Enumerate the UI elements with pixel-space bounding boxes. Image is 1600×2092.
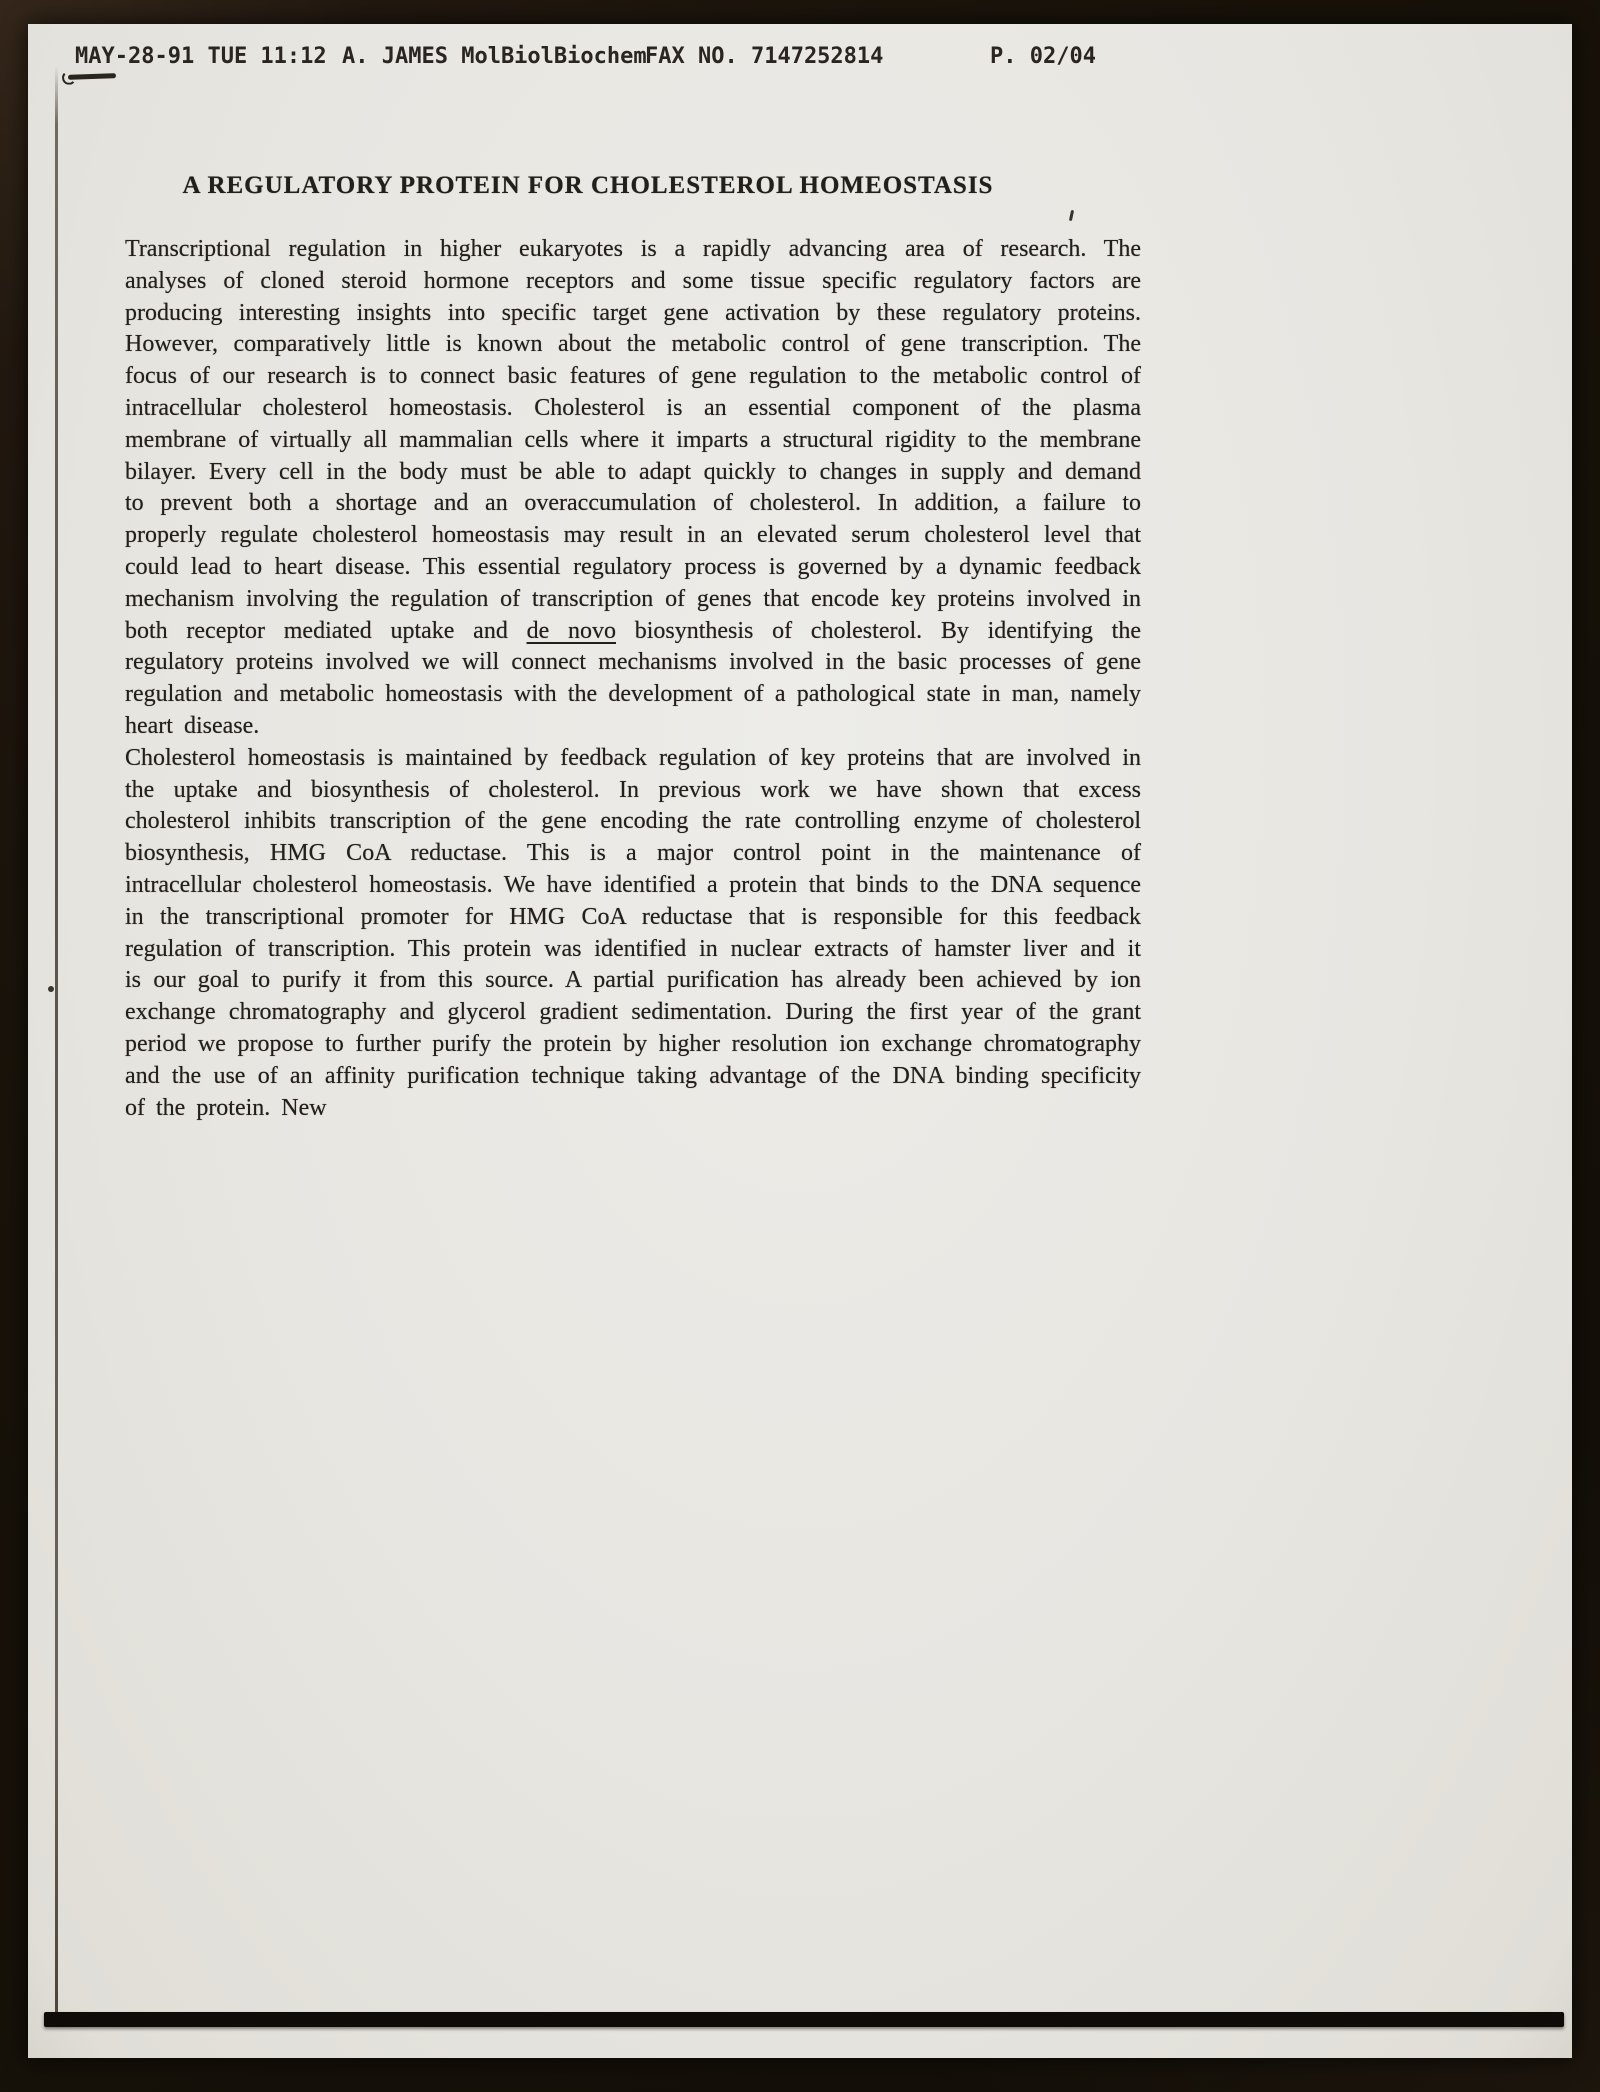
document-title: A REGULATORY PROTEIN FOR CHOLESTEROL HOMEOSTASIS <box>182 172 994 199</box>
fax-header <box>28 44 1572 74</box>
scan-artifact-bottom-bar <box>44 2012 1564 2027</box>
paragraph-1 <box>125 234 1141 743</box>
scan-artifact-left-edge-line <box>55 66 58 2014</box>
fax-datetime: MAY-28-91 TUE 11:12 <box>75 44 327 69</box>
fax-number: FAX NO. 7147252814 <box>645 44 884 69</box>
scan-artifact-stray-mark <box>1069 210 1074 221</box>
scan-artifact-stray-dot <box>48 986 54 992</box>
pen-mark <box>68 73 116 80</box>
document-body <box>125 234 1141 1124</box>
paragraph-1-continued: biosynthesis of cholesterol. By identifying the regulatory proteins involved we will connect mechanisms involved in the basic processes of gene regulation and metabolic homeostasis with the development of a pathological state in man, namely heart disease. <box>125 617 1141 739</box>
document-page <box>28 24 1572 2058</box>
paragraph-2: Cholesterol homeostasis is maintained by feedback regulation of key proteins that are involved in the uptake and biosynthesis of cholesterol. In previous work we have shown that excess cholesterol inhibits transcription of the gene encoding the rate controlling enzyme of cholesterol biosynthesis, HMG CoA reductase. This is a major control point in the maintenance of intracellular cholesterol homeostasis. We have identified a protein that binds to the DNA sequence in the transcriptional promoter for HMG CoA reductase that is responsible for this feedback regulation of transcription. This protein was identified in nuclear extracts of hamster liver and it is our goal to purify it from this source. A partial purification has already been achieved by ion exchange chromatography and glycerol gradient sedimentation. During the first year of the grant period we propose to further purify the protein by higher resolution ion exchange chromatography and the use of an affinity purification technique taking advantage of the DNA binding specificity of the protein. New <box>125 744 1141 1121</box>
fax-page-number: P. 02/04 <box>990 44 1096 69</box>
paragraph-1-text: Transcriptional regulation in higher eukaryotes is a rapidly advancing area of research. The analyses of cloned steroid hormone receptors and some tissue specific regulatory factors are producing interesting insights into specific target gene activation by these regulatory proteins. However, comparatively little is known about the metabolic control of gene transcription. The focus of our research is to connect basic features of gene regulation to the metabolic control of intracellular cholesterol homeostasis. Cholesterol is an essential component of the plasma membrane of virtually all mammalian cells where it imparts a structural rigidity to the membrane bilayer. Every cell in the body must be able to adapt quickly to changes in supply and demand to prevent both a shortage and an overaccumulation of cholesterol. In addition, a failure to properly regulate cholesterol homeostasis may result in an elevated serum cholesterol level that could lead to heart disease. This essential regulatory process is governed by a dynamic feedback mechanism involving the regulation of transcription of genes that encode key proteins involved in both receptor mediated uptake and <box>125 236 1141 644</box>
fax-sender: A. JAMES MolBiolBiochem <box>342 44 647 69</box>
de-novo-underlined-text: de novo <box>526 617 616 644</box>
